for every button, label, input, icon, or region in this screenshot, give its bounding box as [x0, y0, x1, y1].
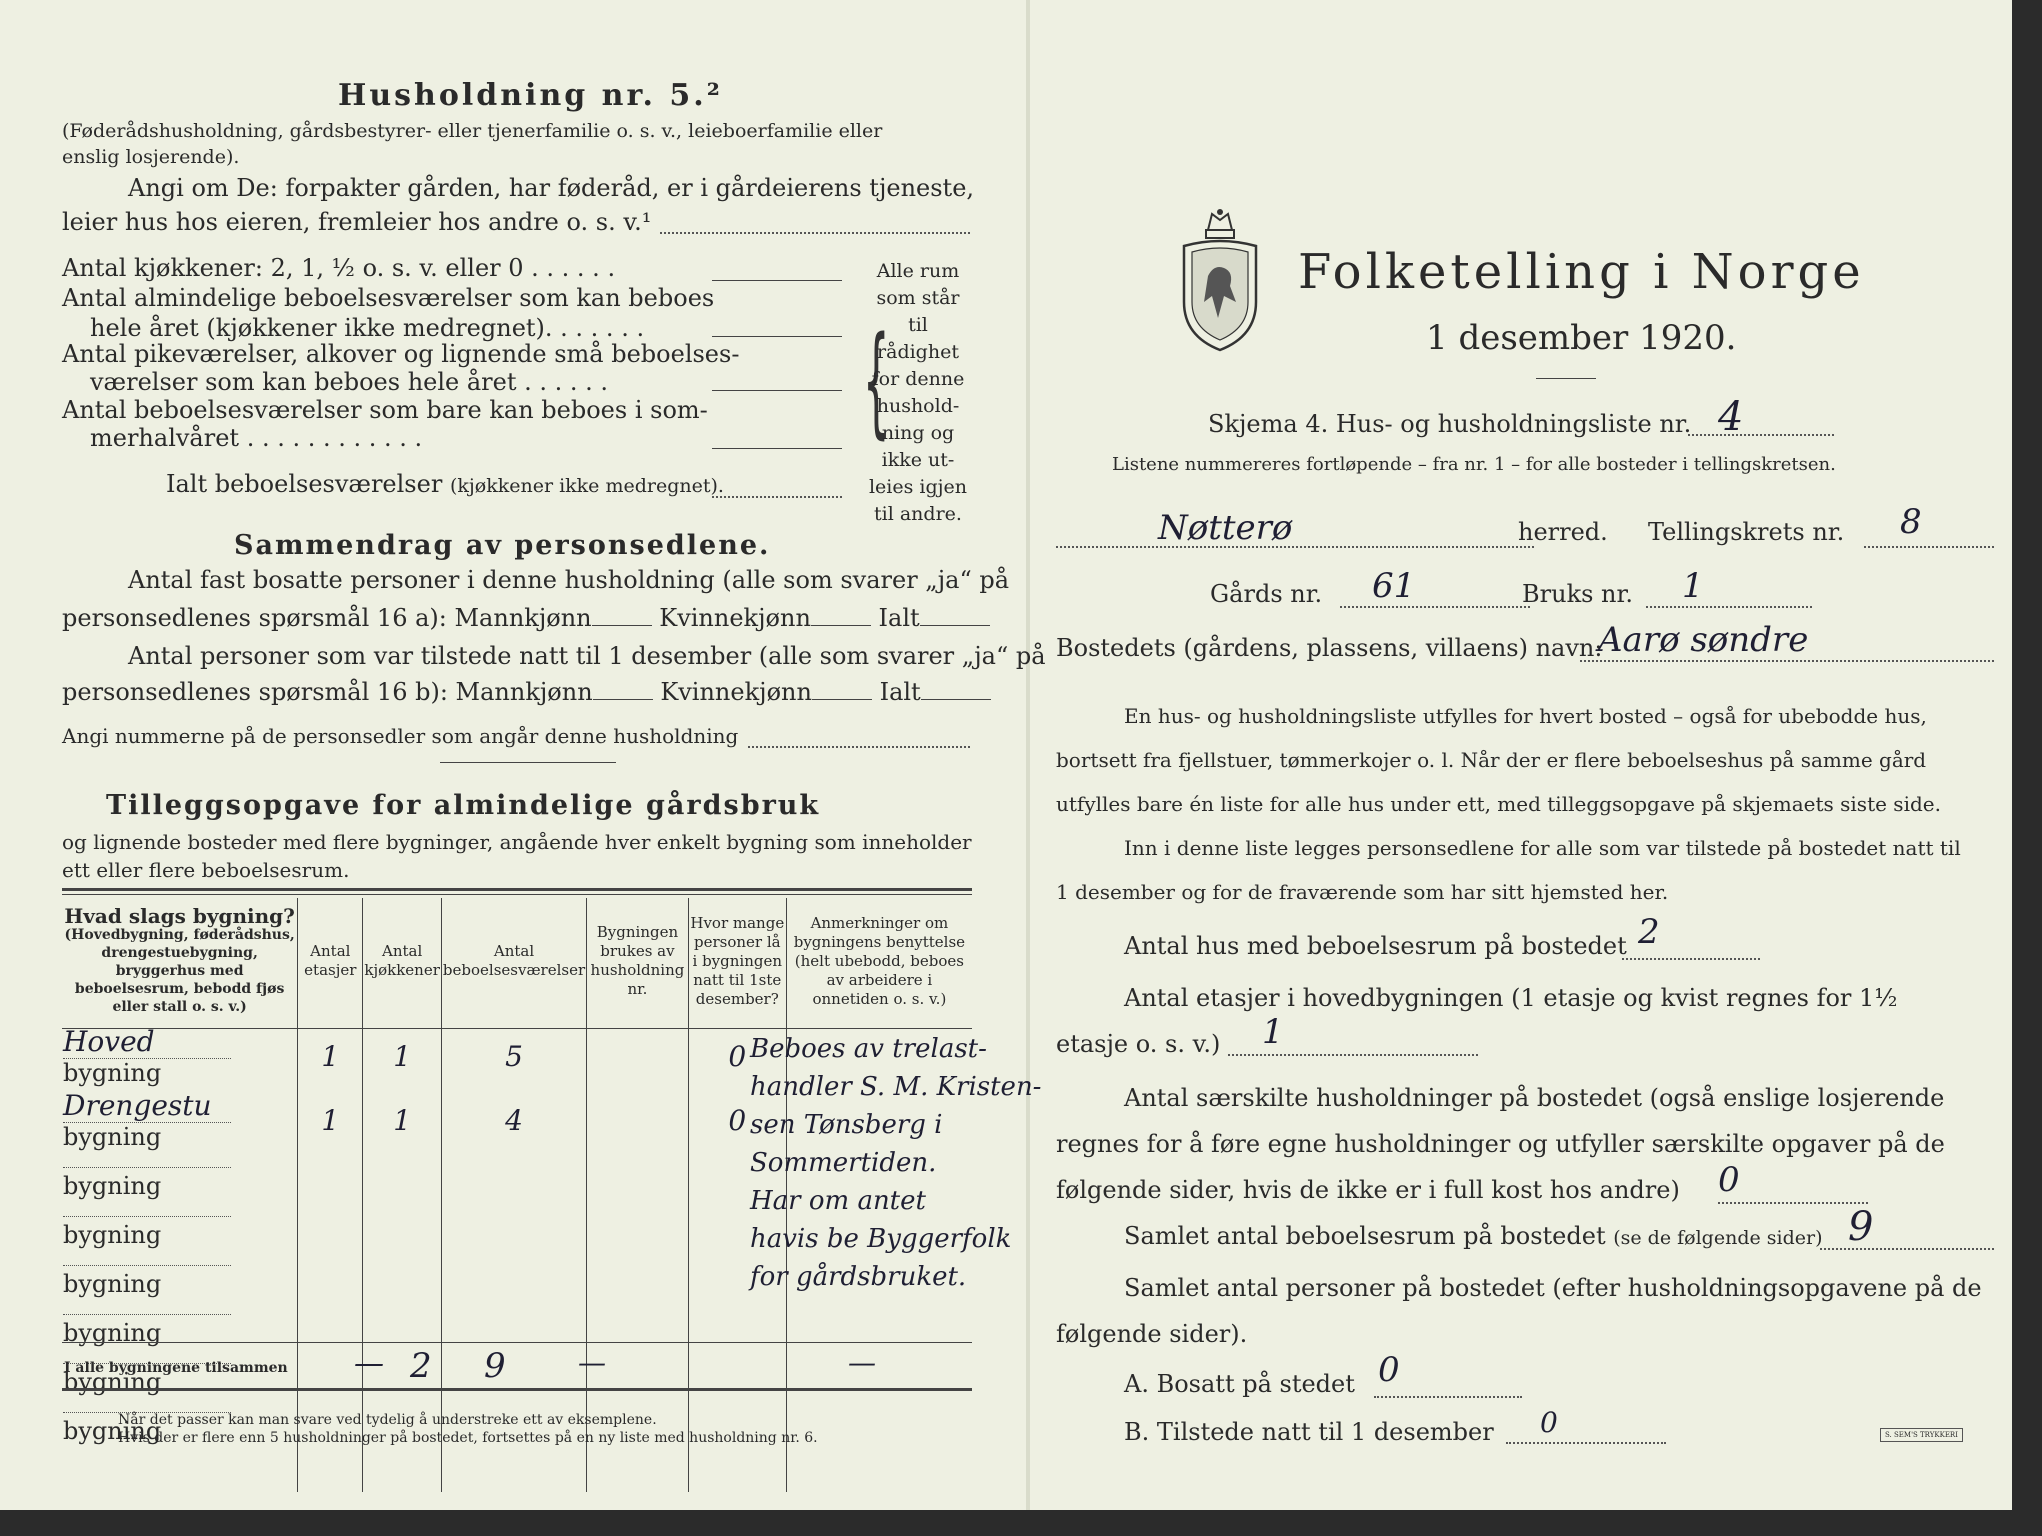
coat-of-arms-icon [1178, 206, 1262, 354]
sommer-line-1: Antal beboelsesværelser som bare kan beboes i som- [62, 396, 708, 424]
sommer-field [712, 448, 842, 449]
cell-kjokkener [363, 1250, 442, 1299]
bosatt-label: A. Bosatt på stedet [1124, 1370, 1355, 1398]
bosatt-value: 0 [1378, 1350, 1400, 1390]
main-title: Folketelling i Norge [1298, 244, 1865, 300]
tellingskrets-field [1864, 546, 1994, 548]
right-page [1028, 0, 2028, 1510]
bygning-word: bygning [63, 1123, 162, 1151]
cell-hush [587, 1088, 689, 1152]
remark-line: Sommertiden. [750, 1148, 937, 1178]
pike-line-2: værelser som kan beboes hele året . . . . . . [90, 368, 609, 396]
brace-note-line: til andre. [874, 503, 962, 525]
herred-value: Nøtterø [1158, 508, 1293, 548]
brace-note-line: ikke ut- [881, 449, 955, 471]
total-cell [441, 1446, 586, 1492]
header-personer: Hvor mange personer lå i bygningen natt til 1ste desember? [688, 898, 786, 1024]
gards-value: 61 [1372, 566, 1416, 606]
herred-label: herred. [1518, 518, 1608, 546]
total-cell [688, 1446, 786, 1492]
total-label: I alle bygningene tilsammen [64, 1360, 288, 1376]
total-cell [587, 1446, 689, 1492]
saer-line1: Antal særskilte husholdninger på bostedet (også enslige losjerende [1124, 1084, 1945, 1112]
cell-kjokkener [363, 1299, 442, 1348]
alm-field [712, 336, 842, 337]
skjema-label: Skjema 4. Hus- og husholdningsliste nr. [1208, 410, 1692, 438]
cell-personer: 0 [688, 1088, 786, 1152]
footnote-1: Når det passer kan man svare ved tydelig å understreke ett av eksemplene. [118, 1412, 657, 1428]
remark-line: Beboes av trelast- [750, 1034, 987, 1064]
cell-hush [587, 1250, 689, 1299]
building-name [63, 1216, 231, 1217]
cell-vaerelser: 5 [441, 1024, 586, 1088]
title-rule [1536, 378, 1596, 379]
cell-kjokkener: 1 [363, 1088, 442, 1152]
cell-personer: 0 [688, 1024, 786, 1088]
tellingskrets-label: Tellingskrets nr. [1648, 518, 1845, 546]
skjema-field [1688, 434, 1834, 436]
table-row [62, 1299, 972, 1348]
tillegg-line-2: ett eller flere beboelsesrum. [62, 858, 350, 882]
building-type-cell [62, 1201, 298, 1250]
bosted-value: Aarø søndre [1598, 620, 1809, 660]
total-cell [363, 1446, 442, 1492]
building-type-cell [62, 1088, 298, 1152]
pike-line-1: Antal pikeværelser, alkover og lignende små beboelses- [62, 340, 740, 368]
fast-line-2: personsedlenes spørsmål 16 a): Mannkjønn Kvinnekjønn Ialt [62, 604, 990, 632]
remark-line: Har om antet [750, 1186, 926, 1216]
para1-line1: En hus- og husholdningsliste utfylles for hvert bosted – også for ubebodde hus, [1124, 704, 1927, 728]
total-kjokkener: 2 [410, 1346, 432, 1386]
building-type-cell [62, 1024, 298, 1088]
table-total-rule [62, 1342, 972, 1343]
bygning-word: bygning [63, 1221, 162, 1249]
cell-personer [688, 1299, 786, 1348]
remark-line: havis be Byggerfolk [750, 1224, 1012, 1254]
printer-stamp: S. SEM'S TRYKKERI [1880, 1428, 1963, 1442]
angi-line-1: Angi om De: forpakter gården, har føderåd, er i gårdeierens tjeneste, [128, 174, 975, 202]
building-name [63, 1265, 231, 1266]
para1-line3: utfylles bare én liste for alle hus under ett, med tilleggsopgave på skjemaets siste side. [1056, 792, 1941, 816]
brace: { [862, 312, 890, 451]
table-bottom-rule [62, 1388, 972, 1391]
building-name: Drengestu [63, 1089, 231, 1123]
scan-border-right [2012, 0, 2042, 1536]
household-title: Husholdning nr. 5.² [338, 78, 723, 113]
tilstede-value: 0 [1540, 1406, 1558, 1439]
pike-field [712, 390, 842, 391]
remarks-handwritten [750, 1030, 1041, 1296]
total-husholdning: — [578, 1346, 606, 1379]
cell-etasjer [298, 1299, 363, 1348]
total-cell [786, 1446, 972, 1492]
samlet-pers-line1: Samlet antal personer på bostedet (efter husholdningsopgavene på de [1124, 1274, 1982, 1302]
tillegg-line-1: og lignende bosteder med flere bygninger, angående hver enkelt bygning som inneholder [62, 830, 972, 854]
building-type-cell [62, 1250, 298, 1299]
ialt-field [712, 496, 842, 498]
brace-note-line: ning og [881, 422, 955, 444]
tilstede-field [1506, 1442, 1666, 1444]
sommer-line-2: merhalvåret . . . . . . . . . . . . [90, 424, 423, 452]
household-subtitle: (Føderådshusholdning, gårdsbestyrer- eller tjenerfamilie o. s. v., leieboerfamilie eller [62, 120, 883, 142]
listene-note: Listene nummereres fortløpende – fra nr. 1 – for alle bosteder i tellingskretsen. [1112, 454, 1836, 475]
total-cell [62, 1446, 298, 1492]
saer-value: 0 [1718, 1160, 1740, 1200]
saer-line2: regnes for å føre egne husholdninger og utfyller særskilte opgaver på de [1056, 1130, 1945, 1158]
cell-etasjer [298, 1152, 363, 1201]
cell-etasjer [298, 1201, 363, 1250]
alm-line-2: hele året (kjøkkener ikke medregnet). . . . . . . [90, 314, 645, 342]
header-kjokkener: Antal kjøkkener [363, 898, 442, 1024]
cell-hush [587, 1201, 689, 1250]
header-etasjer: Antal etasjer [298, 898, 363, 1024]
total-anmerkninger: — [848, 1346, 876, 1379]
table-top-rule [62, 888, 972, 891]
para2-line2: 1 desember og for de fraværende som har sitt hjemsted her. [1056, 880, 1669, 904]
remark-line: sen Tønsberg i [750, 1110, 943, 1140]
samlet-rum-field [1820, 1248, 1994, 1250]
nummerne-field [748, 746, 970, 748]
gards-label: Gårds nr. [1210, 580, 1323, 608]
bygning-word: bygning [63, 1270, 162, 1298]
header-anmerkninger: Anmerkninger om bygningens benyttelse (helt ubebodd, beboes av arbeidere i onnetiden o. s. v.) [786, 898, 972, 1024]
cell-kjokkener: 1 [363, 1024, 442, 1088]
para2-line1: Inn i denne liste legges personsedlene for alle som var tilstede på bostedet natt til [1124, 836, 1961, 860]
building-name [63, 1314, 231, 1315]
building-name [63, 1167, 231, 1168]
bygning-word: bygning [63, 1319, 162, 1347]
building-type-cell [62, 1152, 298, 1201]
cell-vaerelser [441, 1250, 586, 1299]
total-etasjer: — [354, 1346, 384, 1381]
alm-line-1: Antal almindelige beboelsesværelser som kan beboes [62, 284, 715, 312]
cell-hush [587, 1152, 689, 1201]
header-husholdning: Bygningen brukes av husholdning nr. [587, 898, 689, 1024]
cell-kjokkener [363, 1201, 442, 1250]
brace-note-line: som står til [876, 287, 960, 336]
etasjer-line1: Antal etasjer i hovedbygningen (1 etasje og kvist regnes for 1½ [1124, 984, 1898, 1012]
footnote-2: Hvis der er flere enn 5 husholdninger på bostedet, fortsettes på en ny liste med husholdning nr. 6. [118, 1430, 818, 1446]
brace-note-line: rådighet [877, 341, 959, 363]
hus-field [1622, 958, 1760, 960]
para1-line2: bortsett fra fjellstuer, tømmerkojer o. l. Når der er flere beboelseshus på samme gård [1056, 748, 1927, 772]
bosted-label: Bostedets (gårdens, plassens, villaens) navn: [1056, 634, 1603, 662]
cell-hush [587, 1024, 689, 1088]
tilstede-label: B. Tilstede natt til 1 desember [1124, 1418, 1494, 1446]
cell-vaerelser: 4 [441, 1088, 586, 1152]
cell-hush [587, 1299, 689, 1348]
cell-etasjer: 1 [298, 1024, 363, 1088]
remark-line: handler S. M. Kristen- [750, 1072, 1042, 1102]
census-date: 1 desember 1920. [1426, 318, 1737, 358]
samlet-rum-label: Samlet antal beboelsesrum på bostedet (se de følgende sider) [1124, 1222, 1823, 1250]
gards-field [1340, 606, 1530, 608]
kjokkener-label: Antal kjøkkener: 2, 1, ½ o. s. v. eller 0 . . . . . . [62, 254, 616, 282]
total-row [62, 1446, 972, 1492]
total-cell [298, 1446, 363, 1492]
brace-note-line: hushold- [876, 395, 960, 417]
bygning-word: bygning [63, 1172, 162, 1200]
tellingskrets-value: 8 [1900, 502, 1922, 542]
saer-line3: følgende sider, hvis de ikke er i full kost hos andre) [1056, 1176, 1680, 1204]
skjema-nr-value: 4 [1718, 394, 1744, 440]
separator [440, 762, 616, 763]
table-top-rule-2 [62, 894, 972, 895]
samlet-rum-value: 9 [1848, 1204, 1874, 1250]
etasjer-field [1228, 1054, 1478, 1056]
kjokkener-field [712, 280, 842, 281]
building-name: Hoved [63, 1025, 231, 1059]
cell-etasjer [298, 1250, 363, 1299]
bosatt-field [1374, 1396, 1522, 1398]
cell-vaerelser [441, 1299, 586, 1348]
remark-line: for gårdsbruket. [750, 1262, 967, 1292]
cell-anmerkninger [786, 1299, 972, 1348]
sammendrag-title: Sammendrag av personsedlene. [234, 530, 771, 561]
tillegg-title: Tilleggsopgave for almindelige gårdsbruk [106, 790, 821, 821]
angi-line-2: leier hus hos eieren, fremleier hos andre o. s. v.¹ [62, 208, 652, 236]
header-vaerelser: Antal beboelsesværelser [441, 898, 586, 1024]
building-type-cell [62, 1299, 298, 1348]
bruks-label: Bruks nr. [1522, 580, 1633, 608]
cell-vaerelser [441, 1201, 586, 1250]
bruks-field [1646, 606, 1812, 608]
tilst-line-2: personsedlenes spørsmål 16 b): Mannkjønn Kvinnekjønn Ialt [62, 678, 991, 706]
tilst-line-1: Antal personer som var tilstede natt til 1 desember (alle som svarer „ja“ på [128, 642, 1046, 670]
etasjer-value: 1 [1262, 1012, 1284, 1052]
brace-note-line: leies igjen [868, 476, 968, 498]
ialt-label: Ialt beboelsesværelser (kjøkkener ikke medregnet). [166, 470, 724, 498]
bosted-field [1580, 660, 1994, 662]
header-building-type: Hvad slags bygning? (Hovedbygning, føderådshus, drengestuebygning, bryggerhus med beboelsesrum, bebodd fjøs eller stall o. s. v.) [64, 903, 295, 1015]
angi-nummerne: Angi nummerne på de personsedler som angår denne husholdning [62, 724, 739, 748]
samlet-pers-line2: følgende sider). [1056, 1320, 1248, 1348]
scan-border-bottom [0, 1510, 2042, 1536]
herred-field [1056, 546, 1534, 548]
brace-note-line: Alle rum [876, 260, 960, 282]
brace-note-line: for denne [871, 368, 965, 390]
angi-fill-line [660, 232, 970, 234]
cell-etasjer: 1 [298, 1088, 363, 1152]
fast-line-1: Antal fast bosatte personer i denne husholdning (alle som svarer „ja“ på [128, 566, 1010, 594]
brace-note [868, 258, 968, 528]
bygning-word: bygning [63, 1368, 162, 1396]
table-header-row [62, 898, 972, 1024]
etasjer-line2: etasje o. s. v.) [1056, 1030, 1221, 1058]
bygning-word: bygning [63, 1417, 162, 1445]
cell-vaerelser [441, 1152, 586, 1201]
household-subtitle-2: enslig losjerende). [62, 146, 240, 168]
table-header-rule [62, 1028, 972, 1029]
hus-value: 2 [1638, 912, 1660, 952]
bygning-word: bygning [63, 1059, 162, 1087]
total-vaerelser: 9 [484, 1346, 506, 1386]
hus-label: Antal hus med beboelsesrum på bostedet [1124, 932, 1627, 960]
bruks-value: 1 [1682, 566, 1704, 606]
saer-field [1718, 1202, 1868, 1204]
cell-kjokkener [363, 1152, 442, 1201]
